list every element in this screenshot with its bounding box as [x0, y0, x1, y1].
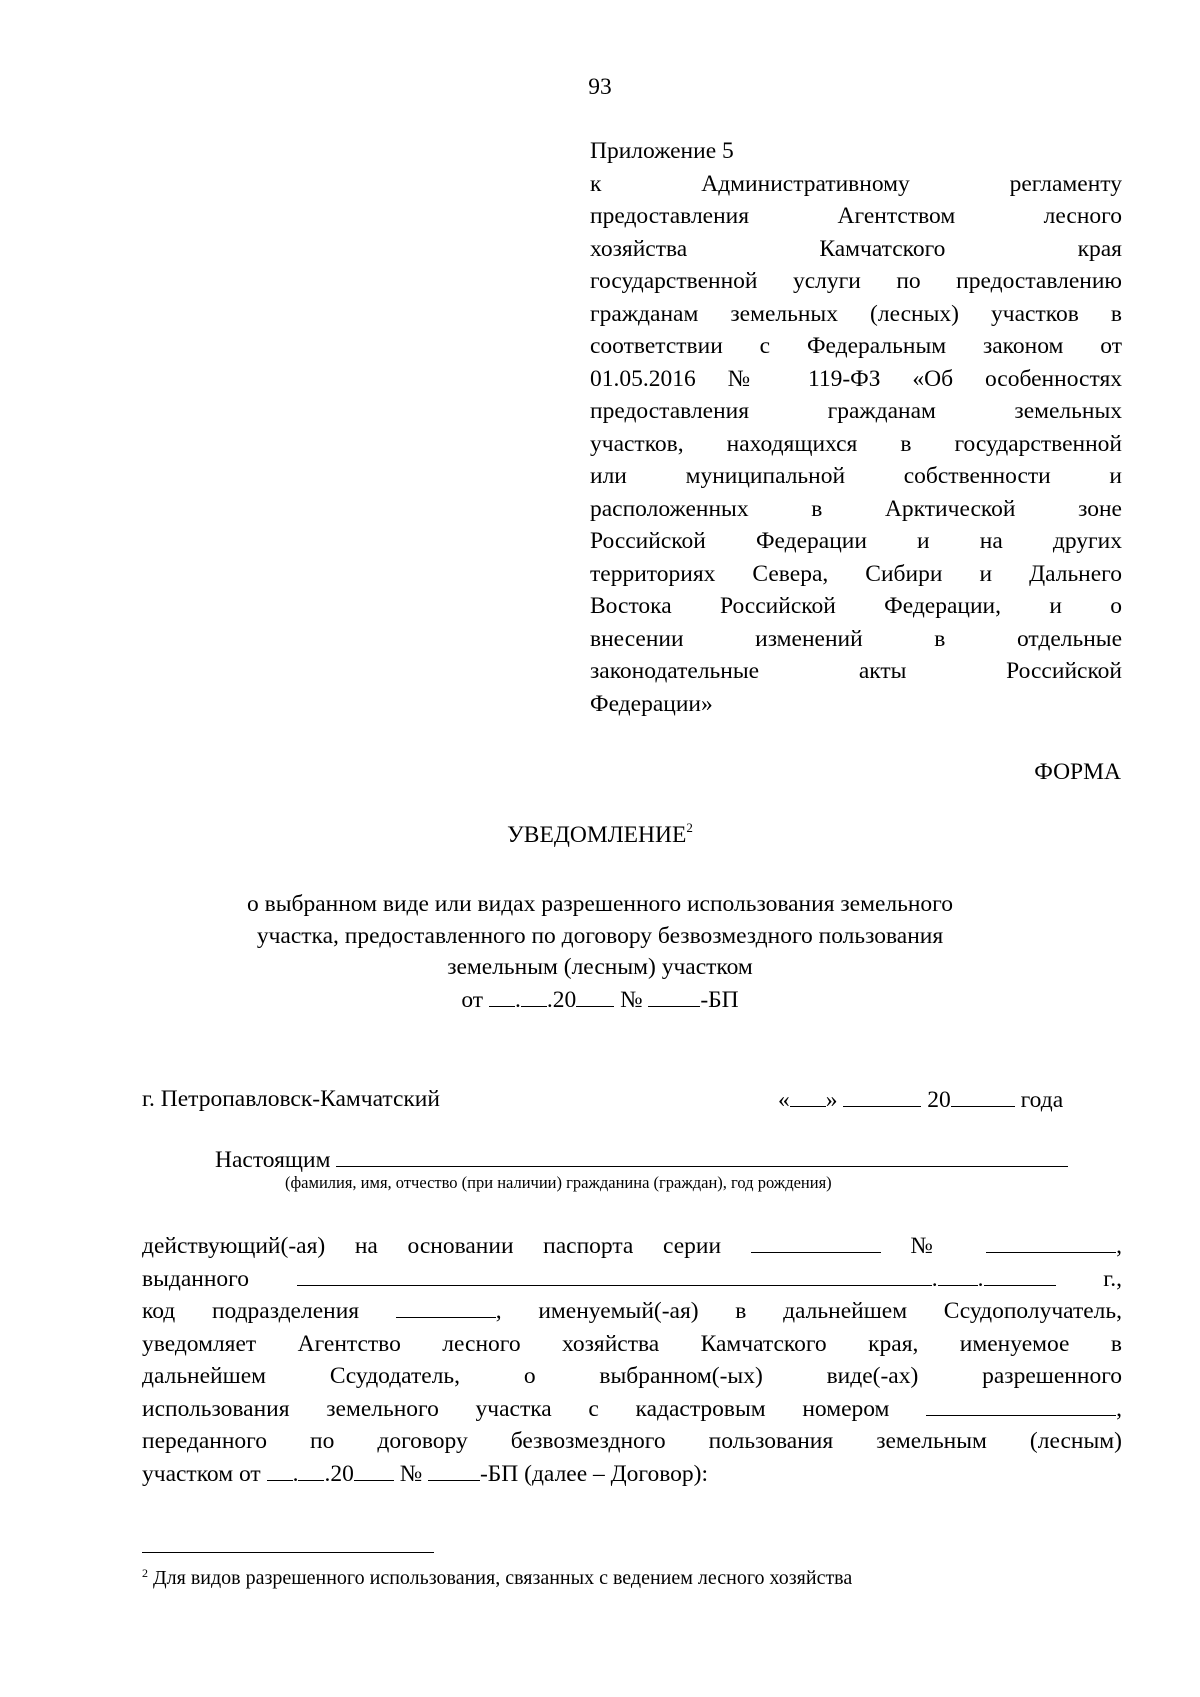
appendix-line: гражданам земельных (лесных) участков в	[590, 300, 1122, 327]
footnote-text: Для видов разрешенного использования, связанных с ведением лесного хозяйства	[153, 1567, 853, 1589]
contract-month-blank	[298, 1458, 324, 1481]
appendix-line: предоставления гражданам земельных	[590, 398, 1122, 424]
body-line: уведомляет Агентство лесного хозяйства Камчатского края, именуемое в	[142, 1330, 1122, 1357]
citizen-line-hint: (фамилия, имя, отчество (при наличии) гражданина (граждан), год рождения)	[285, 1173, 832, 1192]
appendix-line: участков, находящихся в государственной	[590, 430, 1122, 457]
contract-day-blank	[267, 1458, 293, 1481]
appendix-line: Российской Федерации и на других	[590, 528, 1122, 554]
appendix-line: расположенных в Арктической зоне	[590, 495, 1122, 522]
appendix-line: внесении изменений в отдельные	[590, 625, 1122, 652]
number-blank	[648, 984, 700, 1007]
contract-year-blank	[354, 1458, 394, 1481]
body-line: дальнейшем Ссудодатель, о выбранном(-ых) виде(-ах) разрешенного	[142, 1363, 1122, 1389]
appendix-line: государственной услуги по предоставлению	[590, 268, 1122, 294]
subtitle-line: участка, предоставленного по договору безвозмездного пользования	[256, 922, 944, 949]
body-line: выданного . . г.,	[142, 1263, 1122, 1296]
division-code-blank	[396, 1295, 496, 1318]
document-title	[0, 820, 1200, 850]
appendix-line: Федерации»	[590, 690, 713, 717]
form-label: ФОРМА	[1034, 759, 1121, 785]
appendix-line: к Административному регламенту	[590, 170, 1122, 197]
passport-series-blank	[751, 1230, 881, 1253]
body-line: участком от . .20 № -БП (далее – Договор):	[142, 1458, 1122, 1491]
year-blank	[951, 1084, 1015, 1107]
issue-year-blank	[984, 1263, 1056, 1286]
year-blank	[576, 984, 614, 1007]
appendix-line: 01.05.2016 № 119-ФЗ «Об особенностях	[590, 365, 1122, 392]
passport-number-blank	[986, 1230, 1116, 1253]
body-line: использования земельного участка с кадастровым номером ,	[142, 1393, 1122, 1426]
footnote-separator	[142, 1552, 434, 1553]
body-line: код подразделения , именуемый(-ая) в дальнейшем Ссудополучатель,	[142, 1295, 1122, 1328]
appendix-line: Приложение 5	[590, 138, 734, 164]
appendix-line: территориях Севера, Сибири и Дальнего	[590, 560, 1122, 587]
month-blank	[521, 984, 547, 1007]
place-of-issue: г. Петропавловск-Камчатский	[142, 1086, 440, 1112]
subtitle-line: о выбранном виде или видах разрешенного использования земельного	[247, 891, 953, 917]
footnote-ref: 2	[686, 820, 693, 835]
document-subtitle	[0, 889, 1200, 1016]
subtitle-line: земельным (лесным) участком	[447, 954, 753, 980]
cadastral-number-blank	[926, 1393, 1116, 1416]
month-blank	[843, 1084, 921, 1107]
subtitle-date-number-line: от . .20 № -БП	[0, 984, 1200, 1017]
contract-number-blank	[428, 1458, 480, 1481]
footnote-number: 2	[142, 1566, 148, 1580]
appendix-line: законодательные акты Российской	[590, 658, 1122, 684]
title-text: УВЕДОМЛЕНИЕ	[507, 822, 687, 848]
date-line: « » 20 года	[778, 1084, 1063, 1115]
citizen-name-blank	[336, 1144, 1068, 1167]
issued-by-blank	[297, 1263, 932, 1286]
issue-day-blank	[938, 1263, 978, 1286]
appendix-line: соответствии с Федеральным законом от	[590, 333, 1122, 359]
appendix-line: предоставления Агентством лесного	[590, 203, 1122, 229]
day-blank	[489, 984, 515, 1007]
body-line: переданного по договору безвозмездного пользования земельным (лесным)	[142, 1428, 1122, 1454]
footnote	[142, 1565, 852, 1591]
appendix-block	[590, 135, 1122, 720]
citizen-line: Настоящим	[215, 1144, 1068, 1175]
appendix-line: Востока Российской Федерации, и о	[590, 593, 1122, 619]
notice-body	[142, 1230, 1122, 1490]
body-line: действующий(-ая) на основании паспорта серии № ,	[142, 1230, 1122, 1263]
appendix-line: хозяйства Камчатского края	[590, 235, 1122, 262]
day-blank	[790, 1084, 826, 1107]
appendix-line: или муниципальной собственности и	[590, 463, 1122, 489]
page-number: 93	[588, 74, 612, 100]
